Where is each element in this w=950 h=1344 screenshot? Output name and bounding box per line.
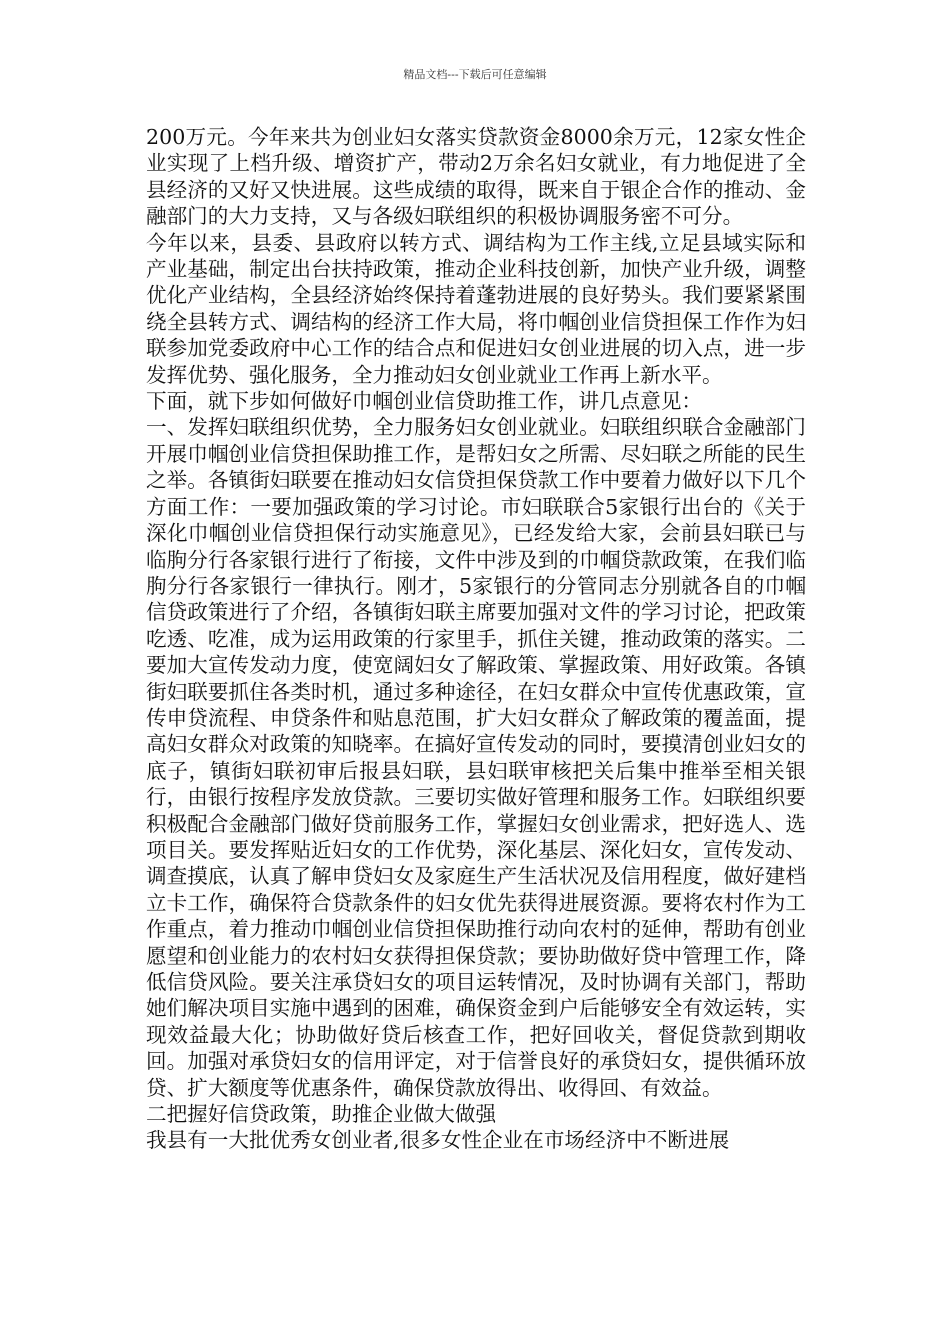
paragraph-section-two-start: 我县有一大批优秀女创业者,很多女性企业在市场经济中不断进展	[146, 1128, 730, 1153]
paragraph-achievements: 200万元。今年来共为创业妇女落实贷款资金8000余万元，12家女性企业实现了上档升级、增资扩产，带动2万余名妇女就业，有力地促进了全县经济的又好又快进展。这些成绩的取得，既来自于银企合作的推动、金融部门的大力支持，又与各级妇联组织的积极协调服务密不可分。	[146, 125, 806, 229]
paragraph-county-economy: 今年以来，县委、县政府以转方式、调结构为工作主线,立足县域实际和产业基础，制定出台扶持政策，推动企业科技创新，加快产业升级，调整优化产业结构，全县经济始终保持着蓬勃进展的良好势头。我们要紧紧围绕全县转方式、调结构的经济工作大局，将巾帼创业信贷担保工作作为妇联参加党委政府中心工作的结合点和促进妇女创业进展的切入点，进一步发挥优势、强化服务，全力推动妇女创业就业工作再上新水平。	[146, 230, 806, 387]
section-two-heading: 二把握好信贷政策，助推企业做大做强	[146, 1102, 497, 1127]
document-body	[146, 124, 806, 1154]
paragraph-intro-opinions: 下面，就下步如何做好巾帼创业信贷助推工作，讲几点意见：	[146, 389, 703, 414]
page-header: 精品文档---下载后可任意编辑	[403, 68, 547, 81]
paragraph-section-one: 一、发挥妇联组织优势，全力服务妇女创业就业。妇联组织联合金融部门开展巾帼创业信贷担保助推工作，是帮妇女之所需、尽妇联之所能的民生之举。各镇街妇联要在推动妇女信贷担保贷款工作中要着力做好以下几个方面工作：一要加强政策的学习讨论。市妇联联合5家银行出台的《关于深化巾帼创业信贷担保行动实施意见》，已经发给大家，会前县妇联已与临朐分行各家银行进行了衔接，文件中涉及到的巾帼贷款政策，在我们临朐分行各家银行一律执行。刚才，5家银行的分管同志分别就各自的巾帼信贷政策进行了介绍，各镇街妇联主席要加强对文件的学习讨论，把政策吃透、吃准，成为运用政策的行家里手，抓住关键，推动政策的落实。二要加大宣传发动力度，使宽阔妇女了解政策、掌握政策、用好政策。各镇街妇联要抓住各类时机，通过多种途径，在妇女群众中宣传优惠政策，宣传申贷流程、申贷条件和贴息范围，扩大妇女群众了解政策的覆盖面，提高妇女群众对政策的知晓率。在搞好宣传发动的同时，要摸清创业妇女的底子，镇街妇联初审后报县妇联，县妇联审核把关后集中推举至相关银行，由银行按程序发放贷款。三要切实做好管理和服务工作。妇联组织要积极配合金融部门做好贷前服务工作，掌握妇女创业需求，把好选人、选项目关。要发挥贴近妇女的工作优势，深化基层、深化妇女，宣传发动、调查摸底，认真了解申贷妇女及家庭生产生活状况及信用程度，做好建档立卡工作，确保符合贷款条件的妇女优先获得进展资源。要将农村作为工作重点，着力推动巾帼创业信贷担保助推行动向农村的延伸，帮助有创业愿望和创业能力的农村妇女获得担保贷款；要协助做好贷中管理工作，降低信贷风险。要关注承贷妇女的项目运转情况，及时协调有关部门，帮助她们解决项目实施中遇到的困难，确保资金到户后能够安全有效运转，实现效益最大化；协助做好贷后核查工作，把好回收关，督促贷款到期收回。加强对承贷妇女的信用评定，对于信誉良好的承贷妇女，提供循环放贷、扩大额度等优惠条件，确保贷款放得出、收得回、有效益。	[146, 415, 806, 1100]
